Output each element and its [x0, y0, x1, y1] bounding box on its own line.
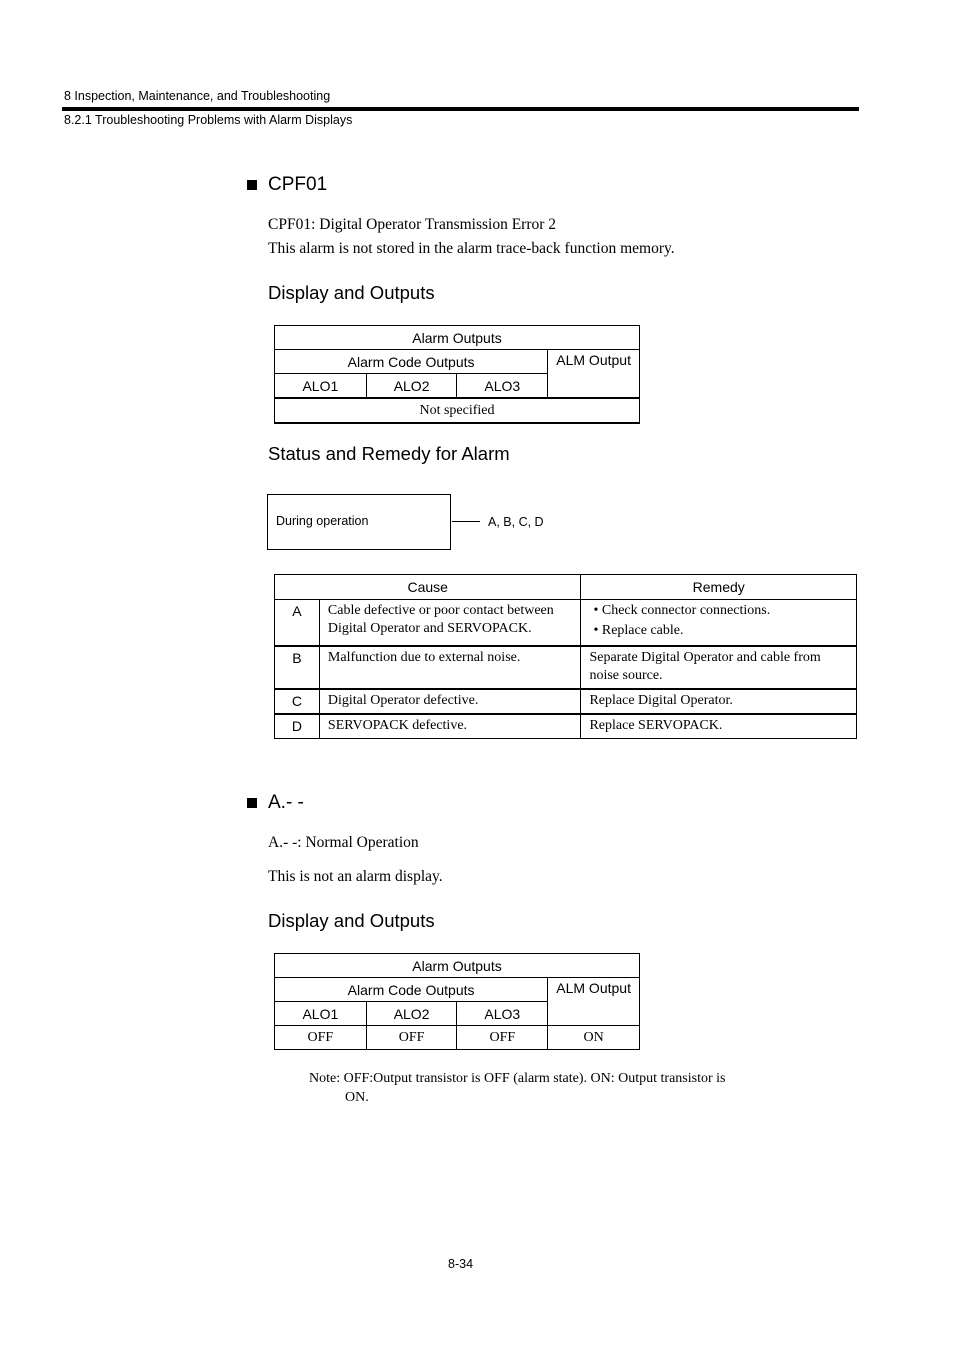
alo1-header: ALO1: [275, 1002, 367, 1026]
alo2-header: ALO2: [366, 374, 457, 399]
row-id: B: [275, 646, 320, 689]
alarm-code-outputs-header: Alarm Code Outputs: [275, 350, 548, 374]
note-line-2: ON.: [345, 1090, 369, 1105]
alo1-header: ALO1: [275, 374, 367, 399]
row-cause: Digital Operator defective.: [319, 689, 581, 714]
chapter-header: 8 Inspection, Maintenance, and Troubleshooting: [64, 89, 331, 103]
remedy-bullet-2: • Replace cable.: [593, 623, 684, 638]
alm-output-header: ALM Output: [548, 978, 640, 1026]
cpf01-note: This alarm is not stored in the alarm trace-back function memory.: [268, 240, 675, 257]
alm-value: ON: [548, 1026, 640, 1050]
normal-note: This is not an alarm display.: [268, 868, 443, 885]
row-remedy: [581, 600, 857, 647]
status-box: [267, 494, 451, 550]
row-id: D: [275, 714, 320, 739]
page-number: 8-34: [448, 1257, 474, 1271]
row-cause: Cable defective or poor contact between Digital Operator and SERVOPACK.: [319, 600, 581, 647]
alo2-header: ALO2: [366, 1002, 457, 1026]
alarm-code-outputs-header: Alarm Code Outputs: [275, 978, 548, 1002]
row-remedy: Separate Digital Operator and cable from noise source.: [581, 646, 857, 689]
row-cause: Malfunction due to external noise.: [319, 646, 581, 689]
cause-remedy-table: [274, 574, 857, 739]
cause-header: Cause: [275, 575, 581, 600]
alo3-header: ALO3: [457, 374, 548, 399]
remedy-header: Remedy: [581, 575, 857, 600]
row-cause: SERVOPACK defective.: [319, 714, 581, 739]
row-id: C: [275, 689, 320, 714]
cpf01-section-title: [247, 174, 327, 196]
normal-outputs-table: [274, 953, 640, 1050]
row-remedy: Replace SERVOPACK.: [581, 714, 857, 739]
normal-display-heading: Display and Outputs: [268, 910, 435, 931]
cpf01-description: CPF01: Digital Operator Transmission Error 2: [268, 216, 557, 233]
table-row: [275, 689, 857, 714]
status-connector-line: [452, 521, 480, 522]
alo3-value: OFF: [457, 1026, 548, 1050]
normal-title-text: A.- -: [268, 792, 304, 813]
remedy-bullet-1: • Check connector connections.: [593, 603, 771, 618]
note-line-1: Note: OFF:Output transistor is OFF (alarm state). ON: Output transistor is: [309, 1071, 726, 1086]
alm-output-header: ALM Output: [548, 350, 640, 399]
normal-description: A.- -: Normal Operation: [268, 834, 419, 851]
alo2-value: OFF: [366, 1026, 457, 1050]
square-bullet-icon: [247, 180, 257, 190]
alo1-value: OFF: [275, 1026, 367, 1050]
alarm-outputs-header: Alarm Outputs: [275, 326, 640, 350]
status-remedy-heading: Status and Remedy for Alarm: [268, 443, 510, 464]
cpf01-display-heading: Display and Outputs: [268, 282, 435, 303]
square-bullet-icon: [247, 798, 257, 808]
status-box-label: During operation: [276, 514, 369, 528]
row-remedy: Replace Digital Operator.: [581, 689, 857, 714]
alo3-header: ALO3: [457, 1002, 548, 1026]
header-rule: [62, 107, 859, 111]
normal-section-title: [247, 792, 304, 814]
output-note: [309, 1069, 769, 1107]
alarm-outputs-header: Alarm Outputs: [275, 954, 640, 978]
cpf01-outputs-table: [274, 325, 640, 424]
table-row: [275, 646, 857, 689]
outputs-value-cell: Not specified: [275, 398, 640, 423]
table-row: [275, 714, 857, 739]
row-id: A: [275, 600, 320, 647]
status-codes: A, B, C, D: [488, 515, 544, 529]
table-row: [275, 600, 857, 647]
section-header: 8.2.1 Troubleshooting Problems with Alarm Displays: [64, 113, 353, 127]
cpf01-title-text: CPF01: [268, 174, 328, 195]
